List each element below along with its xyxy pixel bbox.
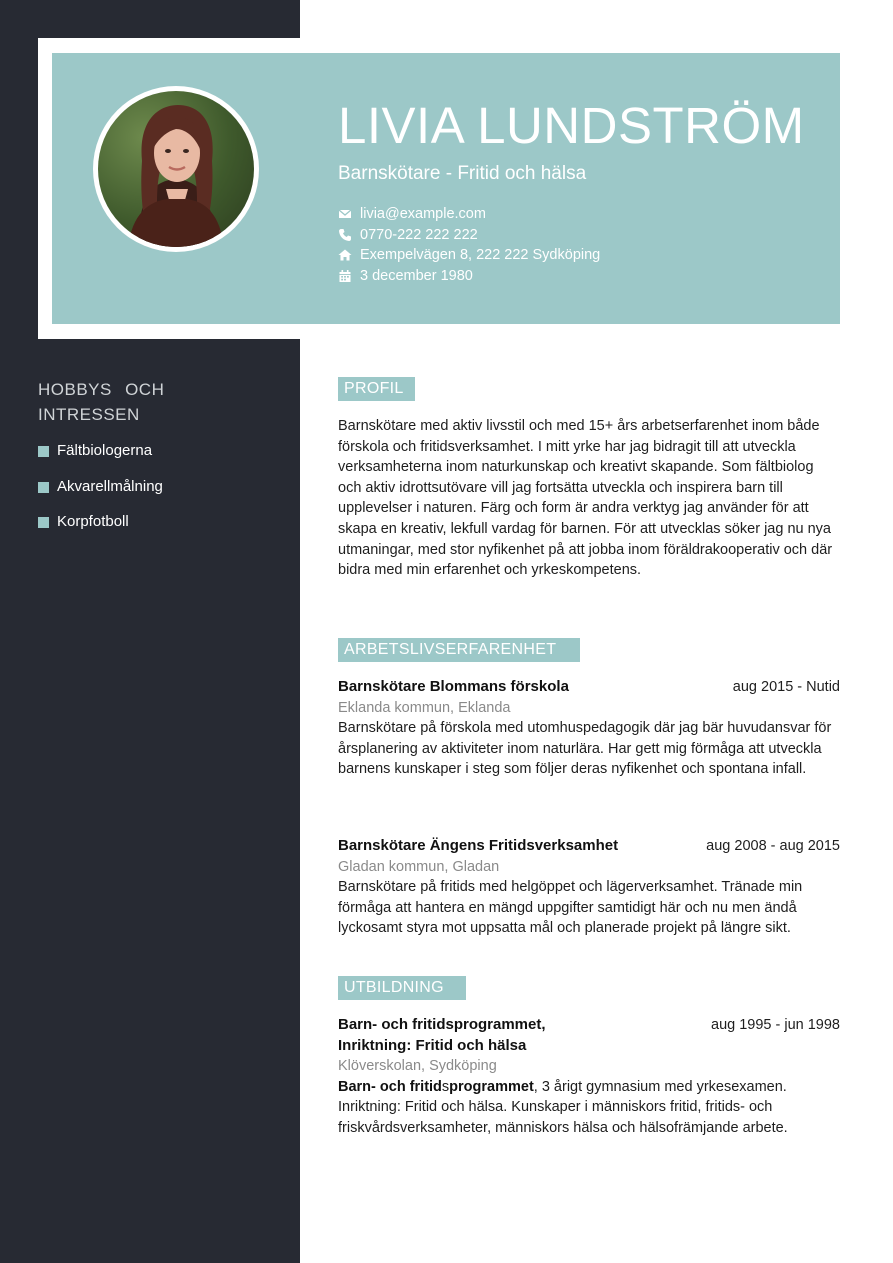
job-place: Gladan kommun, Gladan: [338, 858, 500, 875]
contact-email[interactable]: [338, 204, 600, 225]
calendar-icon: [338, 269, 352, 283]
square-bullet-icon: [38, 482, 49, 493]
profile-heading: PROFIL: [338, 377, 415, 401]
education-desc-rest: , 3 årigt gymnasium med yrkesexamen. Inriktning: Fritid och hälsa. Kunskaper i människors fritid, fritids- och friskvårdsverksamheter, människors hälsa och hälsofrämjande arbete.: [338, 1078, 788, 1136]
education-heading: UTBILDNING: [338, 976, 466, 1000]
education-desc-s: s: [441, 1078, 450, 1095]
envelope-icon: [338, 207, 352, 221]
square-bullet-icon: [38, 517, 49, 528]
job-date: aug 2008 - aug 2015: [706, 838, 840, 854]
contact-birthdate-text: 3 december 1980: [360, 267, 473, 284]
profile-photo: [93, 86, 259, 252]
contact-address: [338, 245, 600, 266]
experience-heading: ARBETSLIVSERFARENHET: [338, 638, 580, 662]
education-desc-bold: Barn- och fritid: [338, 1078, 442, 1095]
hobby-item: [38, 476, 163, 512]
hobbies-heading: HOBBYS OCH INTRESSEN: [38, 380, 165, 424]
education-title-line: Inriktning: Fritid och hälsa: [338, 1036, 527, 1054]
home-icon: [338, 248, 352, 262]
education-date: aug 1995 - jun 1998: [711, 1017, 840, 1033]
square-bullet-icon: [38, 446, 49, 457]
job-title: Barnskötare - Fritid och hälsa: [338, 163, 587, 184]
education-title: [338, 1015, 546, 1056]
job-description: Barnskötare på fritids med helgöppet och lägerverksamhet. Tränade min förmåga att hantera en mängd uppgifter samtidigt här och nu men ändå lyckosamt styra mot uppsatta mål och planerade projekt på längre sikt.: [338, 879, 803, 937]
contact-list: [338, 204, 600, 286]
job-description: Barnskötare på förskola med utomhuspedagogik där jag bär huvudansvar för årsplanering av aktiviteter inom naturlära. Har gett mig förmåga att utveckla barnens kunskaper i steg som följer deras nyfikenhet och spontana infall.: [338, 720, 832, 778]
job-date: aug 2015 - Nutid: [732, 679, 840, 695]
contact-birthdate: [338, 266, 600, 287]
contact-email-text: livia@example.com: [360, 206, 486, 223]
hobby-label: Korpfotboll: [57, 513, 129, 530]
profile-photo-image: [98, 91, 254, 247]
education-place: Klöverskolan, Sydköping: [338, 1058, 497, 1075]
hobbies-list: [38, 440, 163, 547]
hobby-label: Fältbiologerna: [57, 442, 153, 459]
job-title-text: Barnskötare Ängens Fritidsverksamhet: [338, 837, 619, 854]
job-entry: [338, 836, 840, 939]
person-name: LIVIA LUNDSTRÖM: [338, 97, 805, 154]
education-entry: [338, 1015, 840, 1139]
contact-address-text: Exempelvägen 8, 222 222 Sydköping: [360, 247, 601, 264]
hobby-item: [38, 440, 163, 476]
profile-text: Barnskötare med aktiv livsstil och med 15+ års arbetserfarenhet inom både förskola och fritidsverksamhet. I mitt yrke har jag bidragit till att utveckla verksamheterna inom naturkunskap och kreativt skapande. Som fältbiolog och aktiv idrottsutövare vill jag fortsätta utveckla och inspirera barn till upplevelser i naturen. Färg och form är andra verktyg jag använder för att skapa en kreativ, lekfull vardag för barnen. För att utvecklas söker jag nu nya utmaningar, med stor nyfikenhet på att jobba inom föräldrakooperativ och där bidra med min erfarenhet och yrkeskompetens.: [338, 418, 833, 579]
job-title-text: Barnskötare Blommans förskola: [338, 678, 569, 695]
education-description: [338, 1077, 840, 1139]
contact-phone[interactable]: [338, 225, 600, 246]
job-place: Eklanda kommun, Eklanda: [338, 699, 511, 716]
phone-icon: [338, 228, 352, 242]
education-desc-bold: programmet: [449, 1078, 534, 1095]
contact-phone-text: 0770-222 222 222: [360, 226, 478, 243]
job-entry: [338, 677, 840, 780]
portrait-illustration: [98, 91, 254, 247]
hobby-label: Akvarellmålning: [57, 477, 163, 495]
education-title-line: Barn- och fritidsprogrammet,: [338, 1016, 546, 1033]
hobby-item: [38, 511, 163, 547]
